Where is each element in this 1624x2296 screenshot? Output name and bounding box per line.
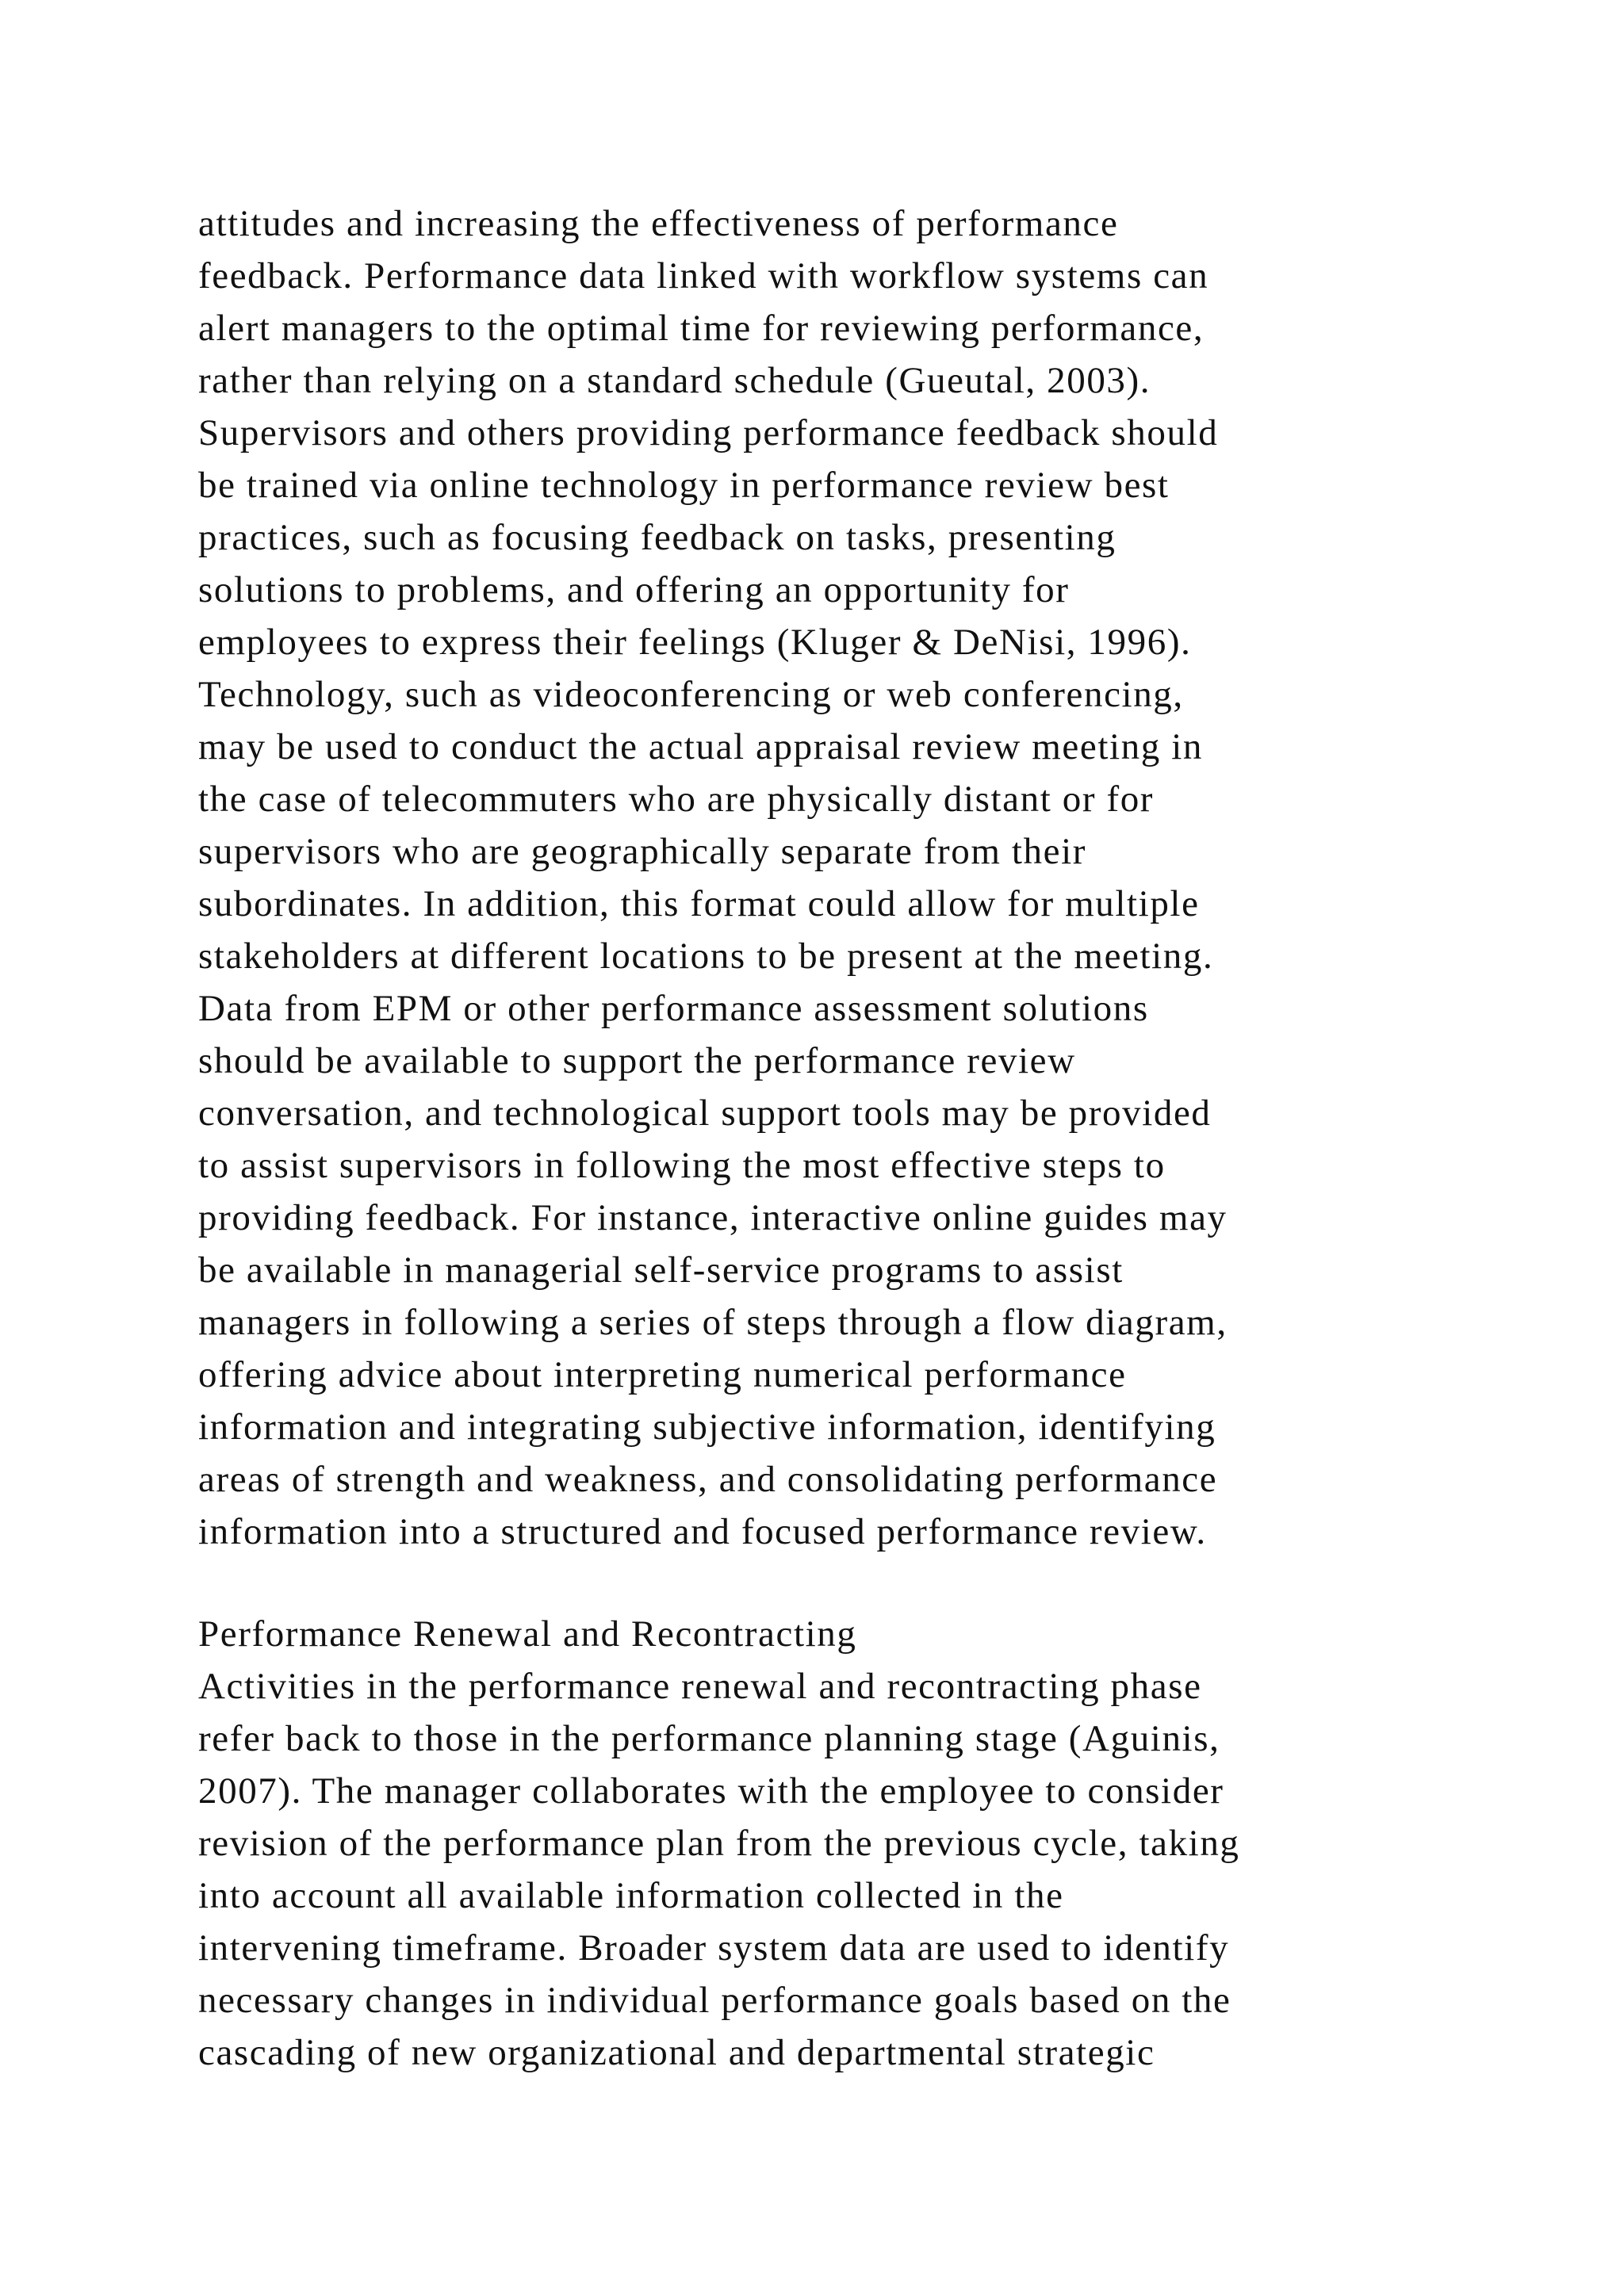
- text-line: managers in following a series of steps through a flow diagram,: [198, 1302, 1228, 1343]
- text-line: attitudes and increasing the effectiveness of performance: [198, 203, 1119, 244]
- text-line: alert managers to the optimal time for reviewing performance,: [198, 308, 1205, 349]
- text-line: intervening timeframe. Broader system data are used to identify: [198, 1927, 1230, 1969]
- section-heading: Performance Renewal and Recontracting: [198, 1613, 857, 1655]
- text-line: areas of strength and weakness, and consolidating performance: [198, 1459, 1218, 1500]
- text-line: be trained via online technology in performance review best: [198, 465, 1170, 506]
- text-line: be available in managerial self-service programs to assist: [198, 1249, 1124, 1291]
- text-line: to assist supervisors in following the most effective steps to: [198, 1145, 1166, 1186]
- section-performance-renewal: [198, 1608, 1483, 2079]
- text-line: employees to express their feelings (Kluger & DeNisi, 1996).: [198, 622, 1192, 663]
- text-line: Supervisors and others providing performance feedback should: [198, 412, 1219, 453]
- text-line: into account all available information collected in the: [198, 1875, 1064, 1916]
- text-line: may be used to conduct the actual appraisal review meeting in: [198, 726, 1203, 767]
- text-line: practices, such as focusing feedback on tasks, presenting: [198, 517, 1116, 558]
- text-line: supervisors who are geographically separate from their: [198, 831, 1087, 872]
- text-line: information into a structured and focused performance review.: [198, 1511, 1207, 1552]
- text-line: rather than relying on a standard schedule (Gueutal, 2003).: [198, 360, 1151, 401]
- body-paragraph-1: [198, 197, 1483, 1558]
- text-line: 2007). The manager collaborates with the employee to consider: [198, 1770, 1224, 1812]
- text-line: Activities in the performance renewal and recontracting phase: [198, 1666, 1202, 1707]
- text-line: feedback. Performance data linked with workflow systems can: [198, 255, 1209, 297]
- text-line: refer back to those in the performance planning stage (Aguinis,: [198, 1718, 1220, 1759]
- text-line: revision of the performance plan from the previous cycle, taking: [198, 1823, 1240, 1864]
- text-line: the case of telecommuters who are physically distant or for: [198, 779, 1155, 820]
- text-line: Technology, such as videoconferencing or web conferencing,: [198, 674, 1184, 715]
- text-line: solutions to problems, and offering an opportunity for: [198, 569, 1070, 610]
- text-line: providing feedback. For instance, interactive online guides may: [198, 1197, 1228, 1238]
- text-line: conversation, and technological support tools may be provided: [198, 1093, 1212, 1134]
- text-line: offering advice about interpreting numerical performance: [198, 1354, 1127, 1395]
- text-line: Data from EPM or other performance assessment solutions: [198, 988, 1149, 1029]
- text-line: information and integrating subjective information, identifying: [198, 1406, 1216, 1448]
- text-line: stakeholders at different locations to be present at the meeting.: [198, 936, 1214, 977]
- text-line: should be available to support the performance review: [198, 1040, 1076, 1081]
- text-line: cascading of new organizational and departmental strategic: [198, 2032, 1155, 2073]
- text-line: subordinates. In addition, this format could allow for multiple: [198, 883, 1200, 924]
- text-line: necessary changes in individual performance goals based on the: [198, 1980, 1231, 2021]
